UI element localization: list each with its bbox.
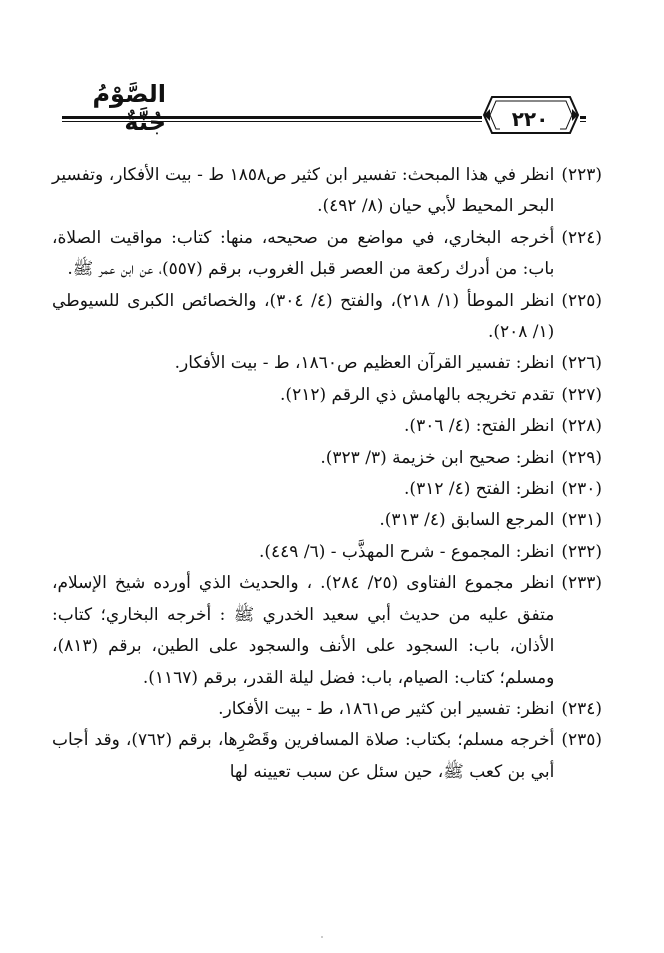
footnote-item [52, 380, 602, 411]
page-speck [321, 936, 323, 938]
footnote-item [52, 725, 602, 788]
footnote-text: انظر: المجموع - شرح المهذَّب - (٦/ ٤٤٩). [258, 541, 555, 562]
footnote-text: انظر: تفسير ابن كثير ص١٨٦١، ط - بيت الأفكار. [218, 698, 555, 719]
footnote-item [52, 505, 602, 536]
footnote-number: (٢٢٩) [561, 447, 602, 468]
footnote-text: انظر: صحيح ابن خزيمة (٣/ ٣٢٣). [320, 447, 555, 468]
footnote-number: (٢٣٣) [561, 573, 602, 594]
footnote-number: (٢٣٤) [561, 698, 602, 719]
footnote-item [52, 348, 602, 379]
footnote-number: (٢٣٥) [561, 730, 602, 751]
footnote-item [52, 286, 602, 349]
footnotes-list [52, 160, 602, 788]
footnote-text: انظر الفتح: (٤/ ٣٠٦). [404, 416, 555, 437]
footnote-number: (٢٣٠) [561, 479, 602, 500]
footnote-item [52, 223, 602, 286]
footnote-text: أخرجه مسلم؛ بكتاب: صلاة المسافرين وقَصْرِها، برقم (٧٦٢)، وقد أجاب أبي بن كعب ﷺ، حين سئل عن سبب تعيينه لها [52, 730, 555, 782]
footnote-item [52, 160, 602, 223]
footnote-number: (٢٢٨) [561, 416, 602, 437]
footnote-number: (٢٢٥) [561, 290, 602, 311]
footnote-number: (٢٣١) [561, 510, 602, 531]
footnote-text: انظر: الفتح (٤/ ٣١٢). [404, 479, 555, 500]
footnote-item [52, 443, 602, 474]
footnote-text: انظر: تفسير القرآن العظيم ص١٨٦٠، ط - بيت الأفكار. [174, 353, 555, 374]
page-number: ٢٢٠ [500, 107, 560, 131]
footnote-number: (٢٢٧) [561, 384, 602, 405]
footnote-item [52, 411, 602, 442]
footnote-number: (٢٢٣) [561, 165, 602, 185]
footnote-number: (٢٣٢) [561, 541, 602, 562]
footnote-text: انظر في هذا المبحث: تفسير ابن كثير ص١٨٥٨ ط - بيت الأفكار، وتفسير البحر المحيط لأبي حيان (٨/ ٤٩٢). [52, 165, 555, 217]
footnote-text: تقدم تخريجه بالهامش ذي الرقم (٢١٢). [280, 384, 555, 405]
running-header-title: الصَّوْمُ جُنَّةٌ [92, 80, 166, 136]
footnote-item [52, 537, 602, 568]
footnote-text: المرجع السابق (٤/ ٣١٣). [379, 510, 555, 531]
footnote-item [52, 568, 602, 694]
footnote-number: (٢٢٤) [561, 227, 602, 248]
footnote-item [52, 474, 602, 505]
footnote-item [52, 694, 602, 725]
footnote-number: (٢٢٦) [561, 353, 602, 374]
footnote-text: انظر مجموع الفتاوى (٢٥/ ٢٨٤). ، والحديث الذي أورده شيخ الإسلام، متفق عليه من حديث أبي سعيد الخدري ﷺ : أخرجه البخاري؛ كتاب: الأذان، باب: السجود على الأنف والسجود على الطين، برقم (٨١٣)، ومسلم؛ كتاب: الصيام، باب: فضل ليلة القدر، برقم (١١٦٧). [52, 573, 555, 688]
footnote-text: انظر الموطأ (١/ ٢١٨)، والفتح (٤/ ٣٠٤)، والخصائص الكبرى للسيوطي (١/ ٢٠٨). [52, 290, 555, 343]
footnote-text: أخرجه البخاري، في مواضع من صحيحه، منها: كتاب: مواقيت الصلاة، باب: من أدرك ركعة من العصر قبل الغروب، برقم (٥٥٧)، عن ابن عمر ﷺ. [52, 227, 555, 280]
